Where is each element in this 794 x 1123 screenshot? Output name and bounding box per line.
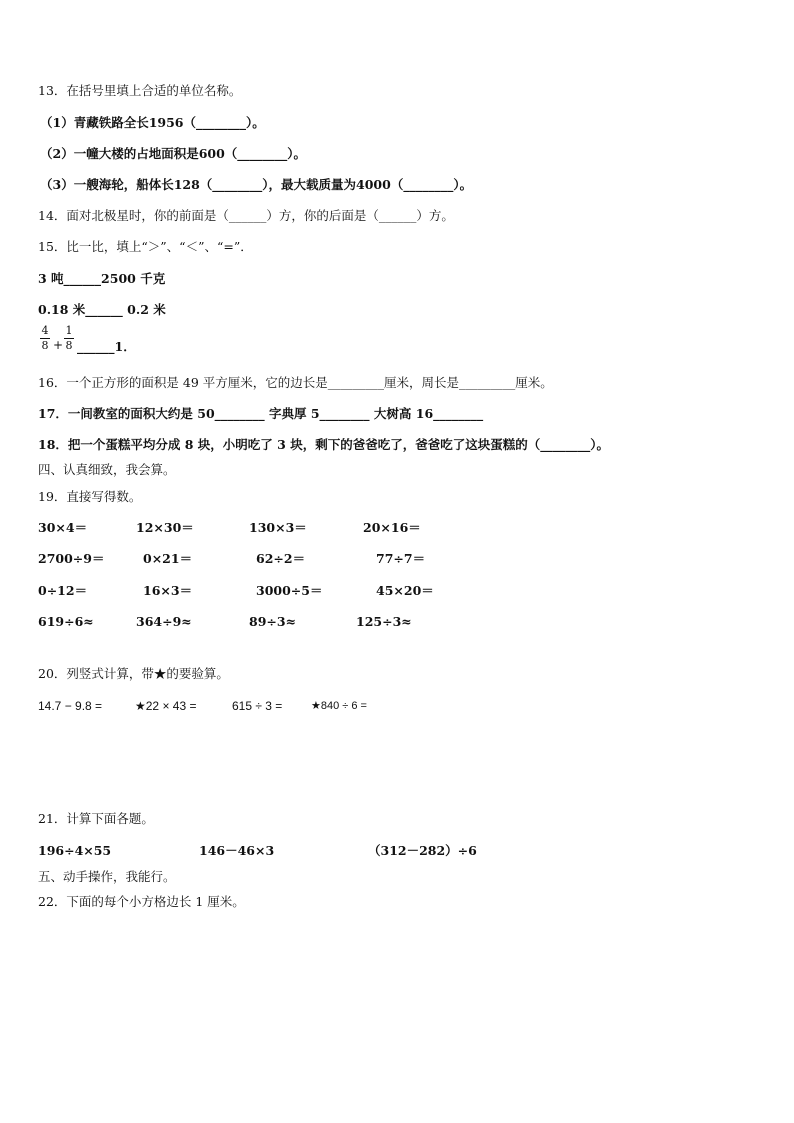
q15-fraction-1: [40, 325, 50, 352]
q15-title: 15．比一比，填上“＞”、“＜”、“=”．: [38, 239, 253, 254]
q21-item-3: （312－282）÷6: [368, 843, 477, 858]
q19-cell: 45×20＝: [376, 583, 434, 598]
q19-cell: 0×21＝: [143, 551, 193, 566]
q15-line-1: 3 吨______2500 千克: [38, 271, 166, 286]
q19-cell: 3000÷5＝: [256, 583, 323, 598]
q19-cell: 62÷2＝: [256, 551, 306, 566]
q15-fraction-1-denominator: 8: [41, 339, 49, 352]
q14-text: 14．面对北极星时，你的前面是（______）方，你的后面是（______）方。: [38, 208, 454, 223]
q19-cell: 16×3＝: [143, 583, 193, 598]
q15-plus-sign: +: [53, 338, 64, 352]
q19-cell: 12×30＝: [136, 520, 194, 535]
section-4-heading: 四、认真细致，我会算。: [38, 462, 176, 477]
q19-cell: 0÷12＝: [38, 583, 88, 598]
q20-item-3: 615 ÷ 3 =: [232, 699, 283, 713]
q13-item-2: （2）一幢大楼的占地面积是600（________）。: [40, 146, 307, 161]
q19-cell: 77÷7＝: [376, 551, 426, 566]
q21-item-1: 196÷4×55: [38, 843, 112, 858]
q19-cell: 364÷9≈: [136, 614, 192, 629]
q20-title: 20．列竖式计算，带★的要验算。: [38, 666, 229, 681]
q19-cell: 89÷3≈: [249, 614, 297, 629]
q18-text: 18．把一个蛋糕平均分成 8 块，小明吃了 3 块，剩下的爸爸吃了，爸爸吃了这块蛋糕的（________）。: [38, 437, 609, 452]
q20-item-2: ★22 × 43 =: [135, 699, 197, 713]
q13-item-3: （3）一艘海轮，船体长128（________），最大载质量为4000（________）。: [40, 177, 473, 192]
q19-title: 19．直接写得数。: [38, 489, 142, 504]
q19-cell: 130×3＝: [249, 520, 307, 535]
section-5-heading: 五、动手操作，我能行。: [38, 869, 176, 884]
q13-item-1: （1）青藏铁路全长1956（________）。: [40, 115, 265, 130]
q19-cell: 619÷6≈: [38, 614, 94, 629]
q19-cell: 20×16＝: [363, 520, 421, 535]
q13-title: 13．在括号里填上合适的单位名称。: [38, 83, 242, 98]
q21-item-2: 146－46×3: [199, 843, 275, 858]
q22-text: 22．下面的每个小方格边长 1 厘米。: [38, 894, 245, 909]
q15-fraction-2-denominator: 8: [65, 339, 73, 352]
q15-fraction-2: [64, 325, 74, 352]
q15-fraction-1-numerator: 4: [41, 324, 49, 337]
q20-item-4: ★840 ÷ 6 =: [311, 700, 367, 712]
q15-fraction-2-numerator: 1: [65, 324, 73, 337]
q15-line-3-tail: ______1．: [77, 339, 136, 354]
q20-item-1: 14.7 − 9.8 =: [38, 699, 103, 713]
q19-cell: 125÷3≈: [356, 614, 412, 629]
q16-text: 16．一个正方形的面积是 49 平方厘米，它的边长是_________厘米，周长是_________厘米。: [38, 375, 553, 390]
q19-cell: 30×4＝: [38, 520, 88, 535]
q17-text: 17．一间教室的面积大约是 50________ 字典厚 5________ 大树高 16________: [38, 406, 484, 421]
q19-cell: 2700÷9＝: [38, 551, 105, 566]
q21-title: 21．计算下面各题。: [38, 811, 154, 826]
q15-line-2: 0.18 米______ 0.2 米: [38, 302, 166, 317]
